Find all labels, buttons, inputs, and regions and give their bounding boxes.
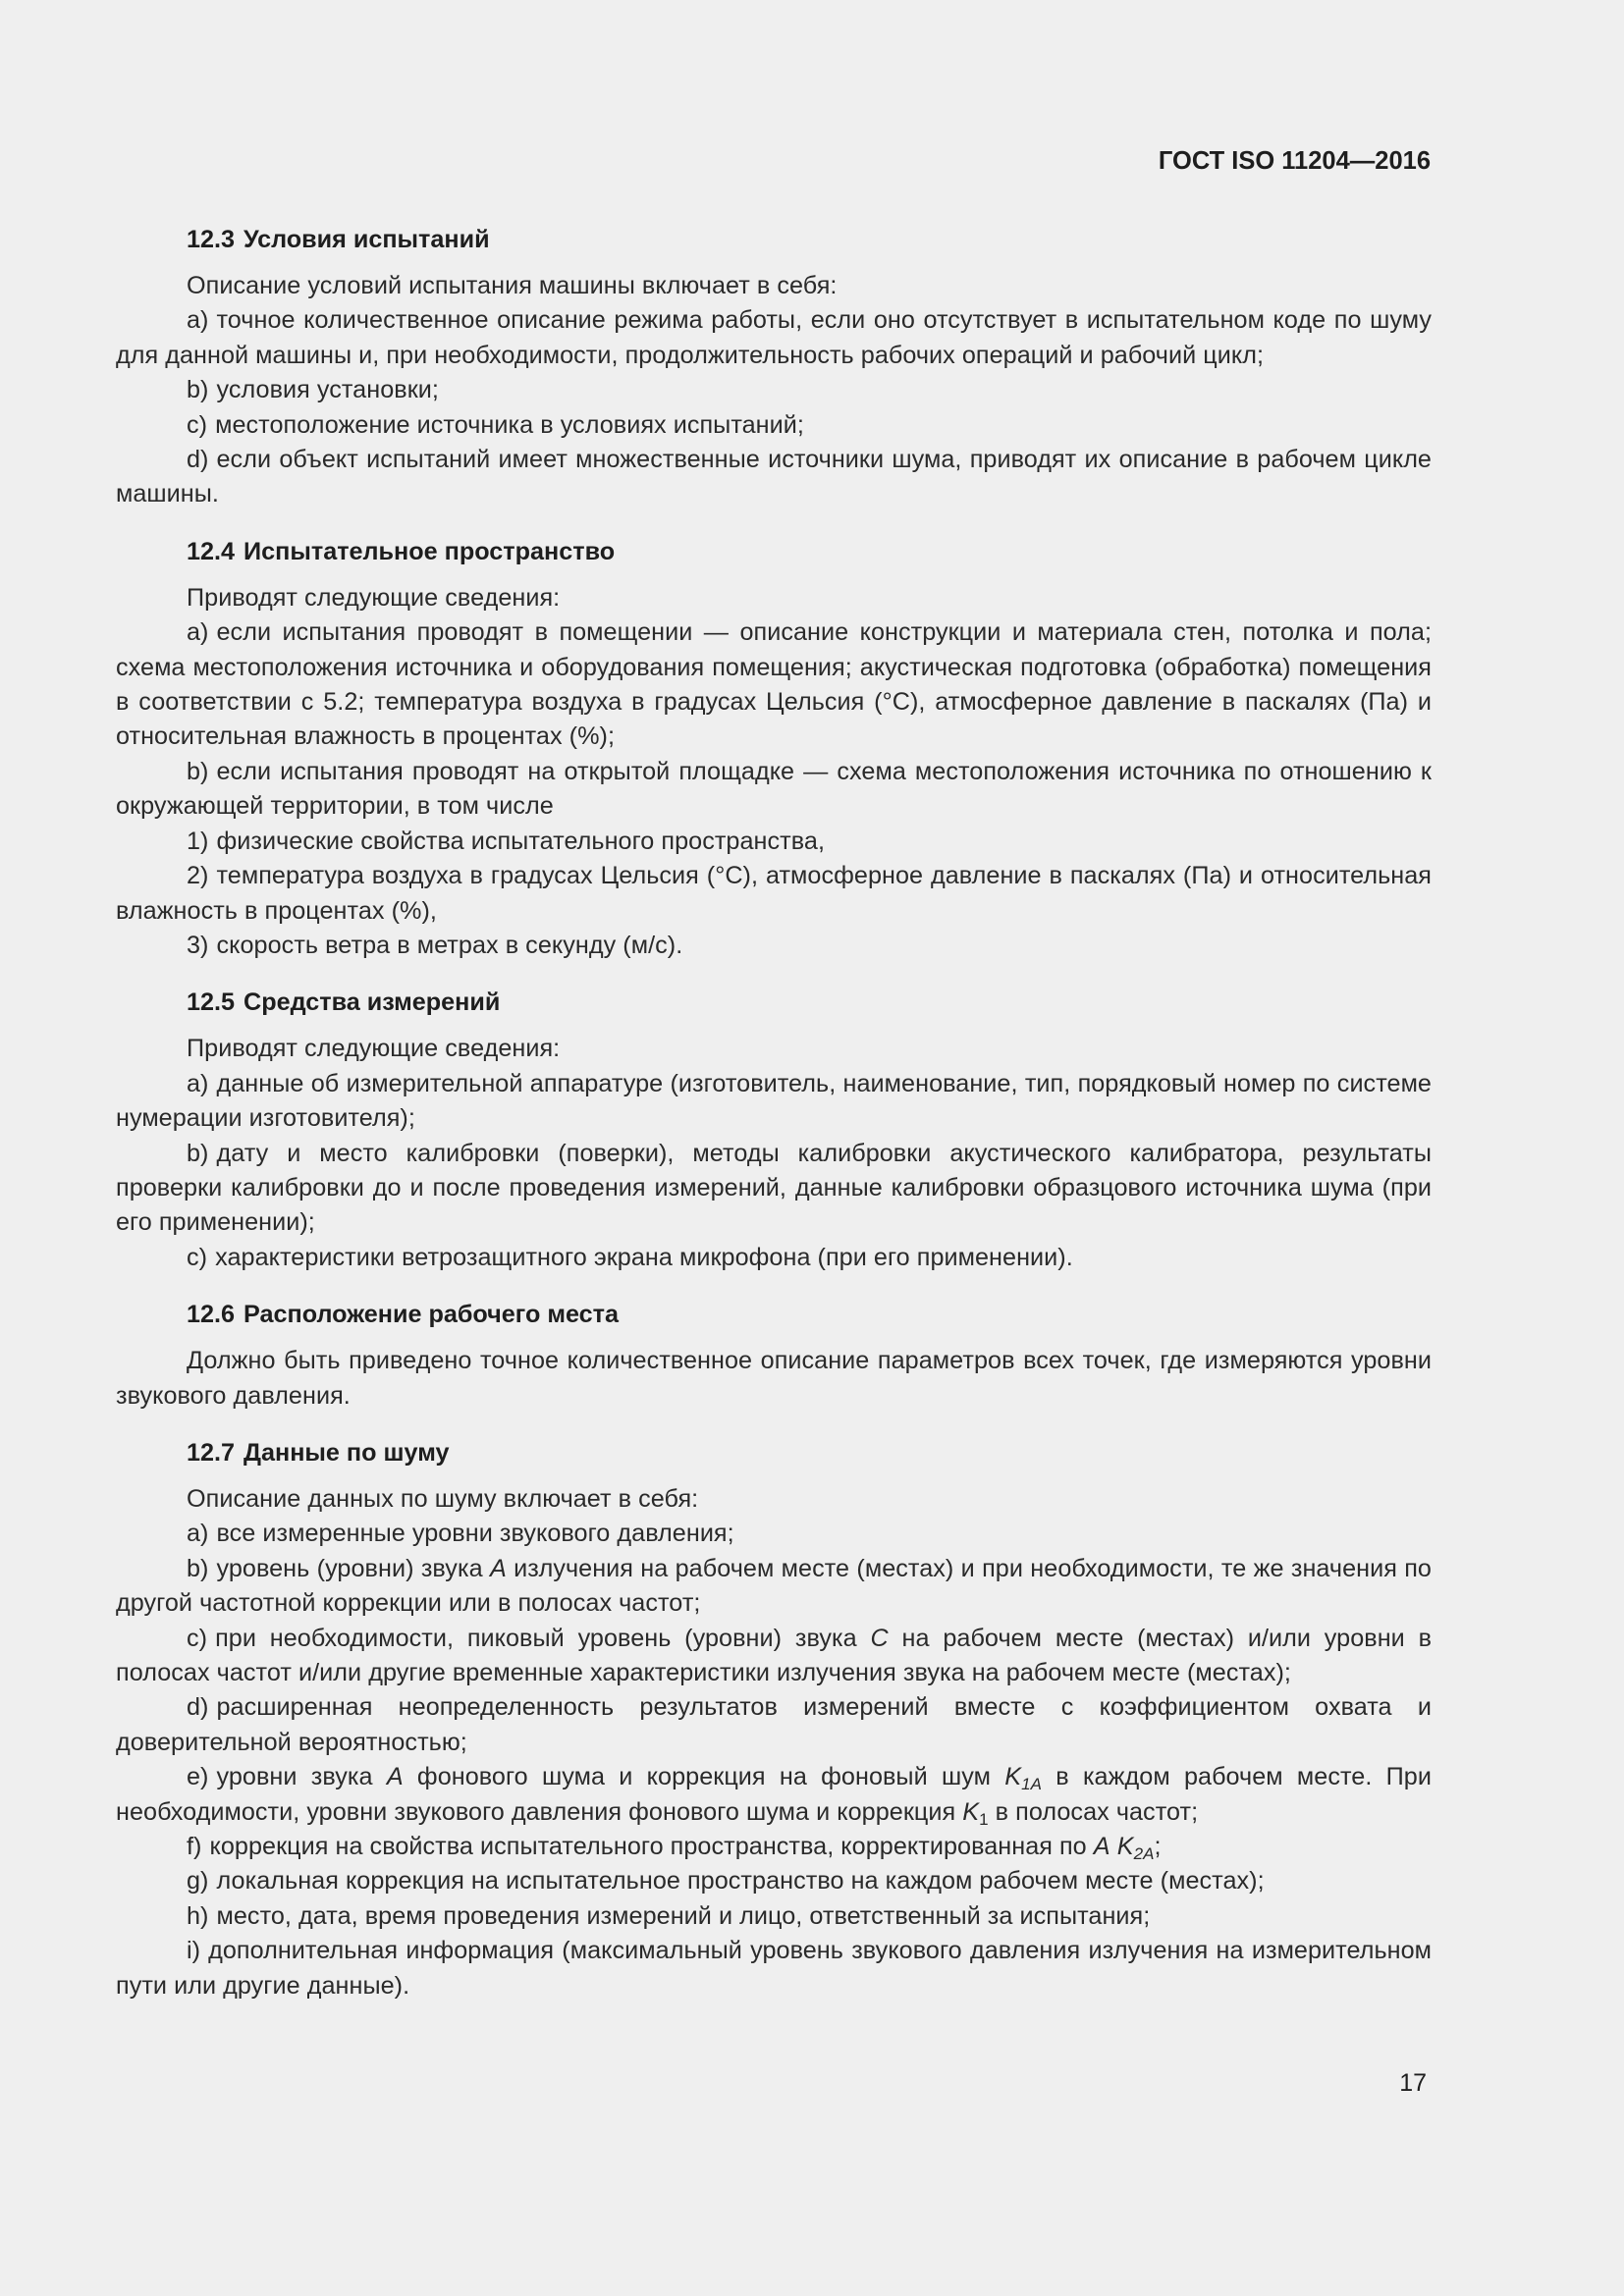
section-heading [187,985,1432,1020]
section-number: 12.6 [187,1301,236,1329]
item-marker: a) [187,618,209,647]
section-12-7 [116,1435,1432,2003]
item-marker: 1) [187,827,209,855]
section-title: Расположение рабочего места [244,1301,619,1329]
section-heading [187,1297,1432,1332]
section-title: Испытательное пространство [244,537,616,565]
item-text: если объект испытаний имеет множественные источники шума, приводят их описание в рабочем цикле машины. [116,446,1432,508]
section-number: 12.7 [187,1438,236,1467]
list-item [116,1517,1432,1551]
item-text: ; [1154,1833,1162,1861]
item-text: физические свойства испытательного пространства, [216,827,825,855]
list-item [116,1690,1432,1760]
list-item [116,615,1432,755]
section-12-3 [116,222,1432,512]
section-number: 12.3 [187,226,236,253]
item-marker: a) [187,1069,209,1097]
list-item [116,1622,1432,1691]
item-marker: c) [187,1624,208,1652]
item-text: условия установки; [216,376,439,404]
item-text: коррекция на свойства испытательного пространства, корректированная по [209,1833,1094,1861]
section-heading [187,534,1432,569]
item-marker: b) [187,1139,209,1167]
item-text: уровень (уровни) звука [216,1554,490,1582]
item-marker: b) [187,757,209,785]
math-variable: A [489,1554,507,1582]
math-variable: C [870,1624,889,1652]
math-variable: K [962,1797,980,1826]
list-item [116,1241,1432,1275]
item-marker: d) [187,446,209,474]
section-number: 12.5 [187,988,236,1017]
item-marker: f) [187,1833,202,1861]
item-marker: d) [187,1693,209,1722]
section-heading [187,222,1432,257]
item-marker: b) [187,376,209,404]
list-item [116,1864,1432,1898]
section-number: 12.4 [187,537,236,565]
section-title: Условия испытаний [244,226,490,253]
list-item [116,825,1432,859]
list-item [116,1934,1432,2003]
item-marker: a) [187,306,209,335]
item-text: скорость ветра в метрах в секунду (м/с). [216,931,683,959]
math-subscript: 1 [979,1809,989,1829]
list-item [116,408,1432,443]
list-item [116,859,1432,929]
item-text: локальная коррекция на испытательное пространство на каждом рабочем месте (местах); [216,1867,1265,1896]
item-text: дополнительная информация (максимальный уровень звукового давления излучения на измерительном пути или другие данные). [116,1937,1432,2000]
item-text: данные об измерительной аппаратуре (изготовитель, наименование, тип, порядковый номер по системе нумерации изготовителя); [116,1069,1432,1133]
item-marker: c) [187,1243,208,1271]
math-subscript: 1A [1021,1775,1042,1794]
list-item [116,1137,1432,1241]
item-text: излучения на рабочем месте (местах) и при необходимости, те же значения по другой частотной коррекции или в полосах частот; [116,1554,1432,1618]
math-variable: A [386,1763,404,1791]
item-text: расширенная неопределенность результатов измерений вместе с коэффициентом охвата и доверительной вероятностью; [116,1693,1432,1756]
item-marker: 3) [187,931,209,959]
item-text: температура воздуха в градусах Цельсия (°С), атмосферное давление в паскалях (Па) и относительная влажность в процентах (%), [116,862,1432,925]
page-content [116,222,1432,2025]
item-text: на рабочем месте (местах) и/или уровни в полосах частот и/или другие временные характеристики излучения звука на рабочем месте (местах); [116,1624,1433,1686]
list-item [116,1552,1432,1622]
math-variable: A [1093,1833,1110,1861]
item-text: в полосах частот; [988,1797,1199,1826]
section-12-5 [116,985,1432,1275]
item-text: характеристики ветрозащитного экрана микрофона (при его применении). [215,1243,1073,1271]
item-text: место, дата, время проведения измерений и лицо, ответственный за испытания; [216,1901,1151,1930]
item-text: фонового шума и коррекция на фоновый шум [403,1763,1005,1791]
page-number: 17 [1399,2069,1427,2097]
item-marker: h) [187,1901,209,1930]
list-item [116,373,1432,407]
item-marker: b) [187,1554,209,1582]
paragraph: Приводят следующие сведения: [187,583,561,612]
item-marker: i) [187,1937,201,1965]
list-item [116,929,1432,963]
item-marker: e) [187,1763,209,1791]
list-item [116,1760,1432,1830]
list-item [116,755,1432,825]
item-text: точное количественное описание режима работы, если оно отсутствует в испытательном коде по шуму для данной машины и, при необходимости, продолжительность рабочих операций и рабочий цикл; [116,306,1432,369]
paragraph: Описание условий испытания машины включает в себя: [187,272,838,299]
math-variable: K [1004,1763,1022,1791]
item-text [1110,1833,1117,1860]
paragraph: Приводят следующие сведения: [187,1035,561,1063]
section-title: Средства измерений [244,988,501,1017]
list-item [116,1067,1432,1137]
item-marker: 2) [187,862,209,890]
list-item [116,443,1432,512]
list-item [116,1899,1432,1934]
paragraph: Должно быть приведено точное количественное описание параметров всех точек, где измеряются уровни звукового давления. [116,1347,1432,1410]
item-text: в каждом рабочем месте. При необходимости, уровни звукового давления фонового шума и коррекция [116,1763,1432,1826]
item-text: при необходимости, пиковый уровень (уровни) звука [215,1624,871,1652]
item-text: все измеренные уровни звукового давления; [216,1520,734,1548]
item-marker: g) [187,1867,209,1896]
section-heading [187,1435,1432,1470]
item-text: местоположение источника в условиях испытаний; [215,410,804,439]
item-text: если испытания проводят в помещении — описание конструкции и материала стен, потолка и пола; схема местоположения источника и оборудования помещения; акустическая подготовка (обработка) помещения в соответствии с 5.2; температура воздуха в градусах Цельсия (°С), атмосферное давление в паскалях (Па) и относительная влажность в процентах (%); [116,618,1432,751]
item-marker: c) [187,410,208,439]
list-item [116,303,1432,373]
item-marker: a) [187,1520,209,1548]
standard-header: ГОСТ ISO 11204—2016 [1158,147,1431,175]
list-item [116,1830,1432,1864]
math-subscript: 2A [1133,1844,1155,1864]
paragraph: Описание данных по шуму включает в себя: [187,1484,699,1513]
math-variable: K [1116,1833,1134,1861]
item-text: уровни звука [216,1763,387,1791]
section-12-4 [116,534,1432,963]
section-12-6 [116,1297,1432,1414]
item-text: дату и место калибровки (поверки), методы калибровки акустического калибратора, результаты проверки калибровки до и после проведения измерений, данные калибровки образцового источника шума (при его применении); [116,1139,1432,1237]
item-text: если испытания проводят на открытой площадке — схема местоположения источника по отношению к окружающей территории, в том числе [116,757,1432,821]
section-title: Данные по шуму [244,1438,450,1467]
